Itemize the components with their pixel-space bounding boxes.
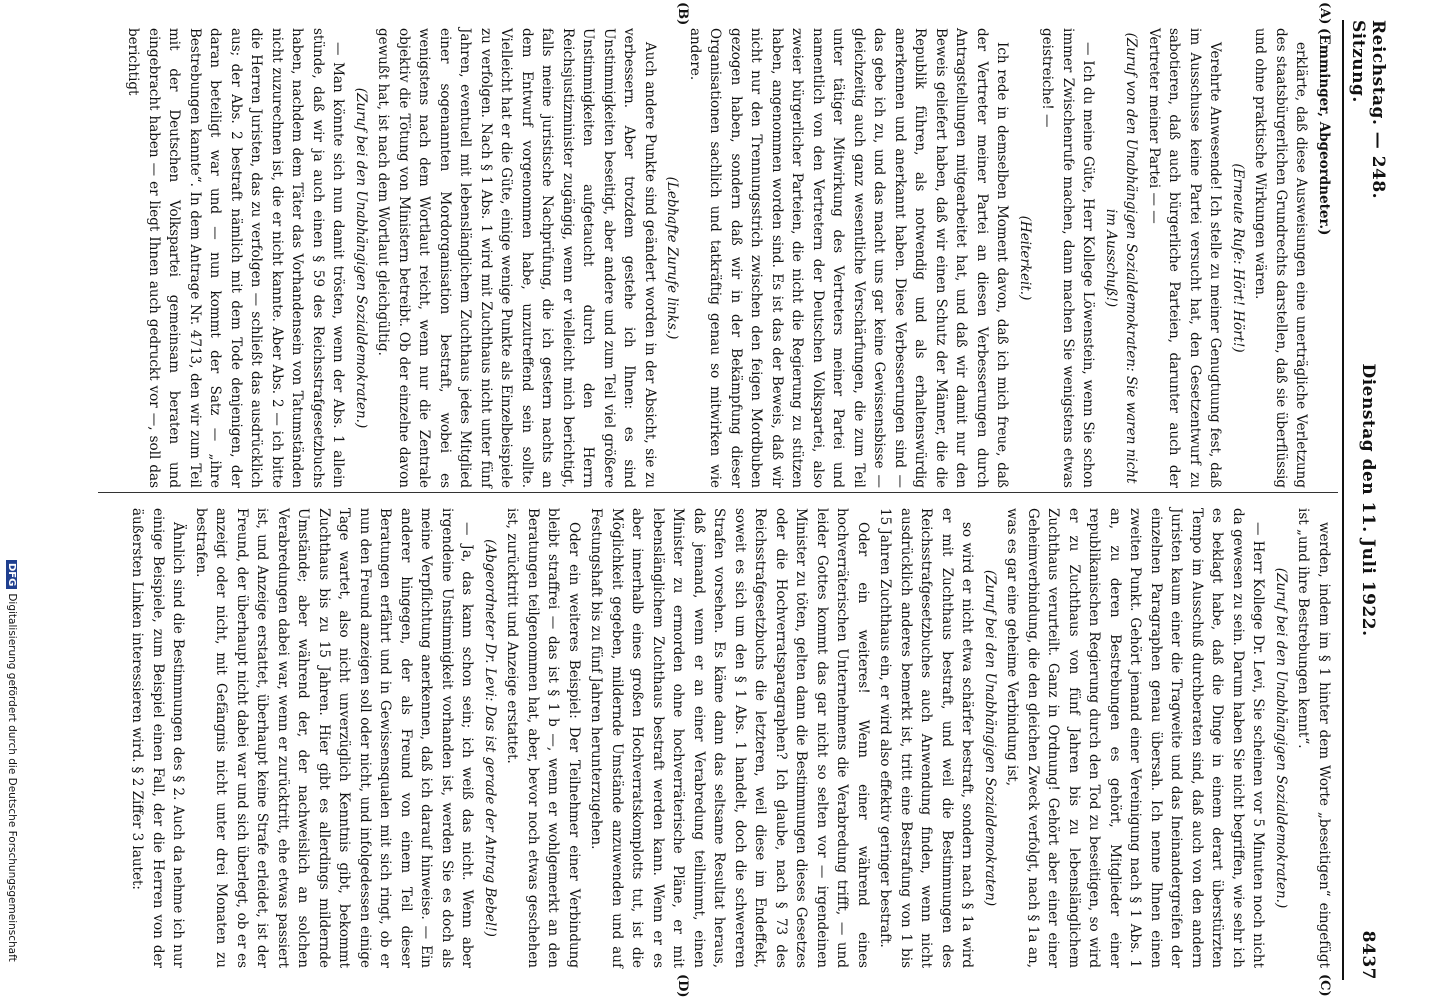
- paragraph: werden, indem im § 1 hinter dem Worte „beseitigen“ eingefügt ist „und ihre Bestrebungen kennt“.: [1295, 508, 1332, 968]
- paragraph: — Ich du meine Güte, Herr Kollege Löwenstein, wenn Sie schon immer Zwischenrufe machen, dann machen Sie wenigstens etwas geistreiche! —: [1039, 28, 1097, 488]
- margin-mark-d: (D): [675, 974, 690, 998]
- funding-note: Digitalisierung gefördert durch die Deutsche Forschungsgemeinschaft: [6, 593, 18, 962]
- paragraph: — Ja, das kann schon sein; ich weiß das nicht. Wenn aber irgendeine Unstimmigkeit vorhanden ist, werden Sie es doch als meine Verpflichtung anerkennen, daß ich darauf hinweise. — Ein anderer hingegen, der als Freund von einem Teil dieser Beratungen erfährt und in Gewissensqualen mit sich ringt, ob er nun den Freund anzeigen soll oder nicht, und infolgedessen einige Tage wartet, also nicht unverzüglich Kenntnis gibt, bekommt Zuchthaus bis zu 15 Jahren. Hier gibt es allerdings mildernde Umstände; aber während der, der nachweislich an solchen Verabredungen dabei war, wenn er zurücktritt, ehe etwas passiert ist, und Anzeige erstattet, überhaupt keine Strafe erleidet, ist der Freund, der überhaupt nicht dabei war und sich überlegt, ob er es anzeigt oder nicht, mit Gefängnis nicht unter drei Monaten zu bestrafen.: [193, 508, 476, 968]
- margin-mark-a: (A): [1317, 2, 1332, 25]
- column-left: [121, 28, 1334, 488]
- page-number: 8437: [1358, 930, 1378, 980]
- interjection: (Zuruf bei den Unabhängigen Sozialdemokraten): [982, 569, 998, 907]
- column-right: [125, 508, 1334, 968]
- margin-mark-c: (C): [1317, 974, 1332, 997]
- interjection: (Erneute Rufe: Hört! Hört!): [1230, 163, 1246, 353]
- interjection: (Abgeordneter Dr. Levi: Das ist gerade der Antrag Bebel!): [482, 539, 498, 937]
- header-left: Reichstag. — 248. Sitzung.: [1348, 20, 1388, 200]
- paragraph: Oder ein weiteres! Wenn einer während eines hochverräterischen Unternehmens die Verabredung trifft, — und leider Gottes kommt das gar nicht so selten vor — irgendeinen Minister zu töten, gelten dann die Bestimmungen dieses Gesetzes oder die Hochverratsparagraphen? Ich glaube, nach § 73 des Reichsstrafgesetzbuchs die letzteren, weil diese im Endeffekt, soweit es sich um den § 1 Abs. 1 handelt, doch die schwereren Strafen vorsehen. Es käme dann das seltsame Resultat heraus, daß jemand, wenn er an einer Verabredung teilnimmt, einen Minister zu ermorden ohne hochverräterische Pläne, er mit lebenslänglichem Zuchthaus bestraft werden kann. Wenn er es aber innerhalb eines großen Hochverratskomplotts tut, ist die Möglichkeit gegeben, mildernde Umstände anzuwenden und auf Festungshaft bis zu fünf Jahren herunterzugehen.: [588, 508, 871, 968]
- paragraph: so wird er nicht etwa schärfer bestraft, sondern nach § 1a wird er mit Zuchthaus bestraft, und weil die Bestimmungen des Reichsstrafgesetzbuches auch Anwendung finden, wenn nicht ausdrücklich anderes bemerkt ist, tritt eine Bestrafung von 1 bis 15 Jahren Zuchthaus ein, er wird also effektiv geringer bestraft.: [877, 508, 976, 968]
- paragraph: — Man könnte sich nun damit trösten, wenn der Abs. 1 allein stünde, daß wir ja auch einen § 59 des Reichsstrafgesetzbuchs haben, nachdem dem Täter das Vorhandensein von Tatumständen nicht zuzurechnen ist, die er nicht kannte. Aber Abs. 2 — ich bitte die Herren Juristen, das zu verfolgen — schließt das ausdrücklich aus; der Abs. 2 bestraft nämlich mit dem Tode denjenigen, der daran beteiligt war und — nun kommt der Satz — „ihre Bestrebungen kannte“. In dem Antrage Nr. 4713, den wir zum Teil mit der Deutschen Volkspartei gemeinsam beraten und eingebracht haben — er liegt Ihnen auch gedruckt vor —, soll das berichtigt: [125, 28, 347, 488]
- paragraph: Oder ein weiteres Beispiel: Der Teilnehmer einer Verbindung bleibt straffrei — das ist § 1 b —, wenn er wohlgemerkt an den Beratungen teilgenommen hat, aber, bevor noch etwas geschehen ist, zurücktritt und Anzeige erstattet.: [504, 508, 582, 968]
- funding-footer: [4, 560, 20, 990]
- interjection: (Zuruf von den Unabhängigen Sozialdemokraten: Sie waren nicht im Ausschuß!): [1103, 32, 1140, 484]
- paragraph: — Herr Kollege Dr. Levi, Sie scheinen vor 5 Minuten noch nicht da gewesen zu sein. Darum haben Sie nicht begriffen, wie sehr ich es beklagt habe, daß die Dinge in einem derart überstürzten Tempo im Ausschuß durchberaten sind, daß auch von den andern Juristen kaum einer die Tragweite und das Ineinandergreifen der einzelnen Paragraphen genau übersah. Ich nenne Ihnen einen zweiten Punkt. Gehört jemand einer Vereinigung nach § 1 Abs. 1 an, zu deren Bestrebungen es gehört, Mitglieder einer republikanischen Regierung durch den Tod zu beseitigen, so wird er zu Zuchthaus von fünf Jahren bis zu lebenslänglichem Zuchthaus verurteilt. Ganz in Ordnung! Gehört aber einer einer Geheimverbindung, die den gleichen Zweck verfolgt, nach § 1a an, was es gar eine geheime Verbindung ist,: [1004, 508, 1267, 968]
- footer-text-wrapper: [6, 560, 18, 962]
- paragraph: Auch andere Punkte sind geändert worden in der Absicht, sie zu verbessern. Aber trotzdem gestehe ich Ihnen: es sind Unstimmigkeiten beseitigt, aber andere und zum Teil viel größere Unstimmigkeiten aufgetaucht durch den Herrn Reichsjustizminister zugängig, wenn er vielleicht mich berichtigt, falls meine juristische Nachprüfung, die ich gestern nachts an dem Entwurf vorgenommen habe, unzutreffend sein sollte. Vielleicht hat er die Güte, einige wenige Punkte als Einzelbeispiele zu verfolgen. Nach § 1 Abs. 1 wird mit Zuchthaus nicht unter fünf Jahren, eventuell mit lebenslänglichem Zuchthaus jedes Mitglied einer sogenannten Mordorganisation bestraft, wobei es wenigstens nach dem Wortlaut reicht, wenn nur die Zentrale objektiv die Tötung von Ministern betreibt. Ob der einzelne davon gewußt hat, ist nach dem Wortlaut gleichgültig.: [375, 28, 658, 488]
- header-rule: [1342, 20, 1344, 980]
- paragraph: Ich rede in demselben Moment davon, daß ich mich freue, daß der Vertreter meiner Partei an diesen Verbesserungen durch Antragstellungen mitgearbeitet hat, und daß wir damit nur den Beweis geliefert haben, daß wir einen Schutz der Männer, die die Republik führen, als notwendig und als erhaltenswürdig anerkennen und anerkannt haben. Diese Verbesserungen sind — das gebe ich zu, und das macht uns gar keine Gewissensbisse — gleichzeitig auch ganz wesentliche Verschärfungen, die zum Teil unter tätiger Mitwirkung des Vertreters meiner Partei und namentlich von den Vertretern der Deutschen Volkspartei, also zweier bürgerlicher Parteien, die nicht die Regierung zu stützen haben, angenommen worden sind. Es ist das der Beweis, daß wir nicht nur den Trennungsstrich zwischen den feigen Mordbuben gezogen haben, sondern daß wir in der Bekämpfung dieser Organisationen sachlich und tatkräftig genau so mitwirken wie andere.: [687, 28, 1011, 488]
- dfg-logo: DFG: [6, 560, 17, 589]
- interjection: (Heiterkeit.): [1017, 215, 1033, 301]
- column-rule: [98, 492, 1338, 493]
- rotated-page-content: [50, 0, 1390, 1000]
- paragraph: (Emminger, Abgeordneter.): [1316, 28, 1332, 236]
- page-header: [1346, 20, 1390, 980]
- margin-mark-b: (B): [675, 2, 690, 26]
- paragraph: Ähnlich sind die Bestimmungen des § 2. Auch da nehme ich nur einige Beispiele, zum Beispiel einen Fall, der die Herren von der äußersten Linken interessieren wird. § 2 Ziffer 3 lautet:: [129, 508, 187, 968]
- interjection: (Lebhafte Zurufe links.): [664, 176, 681, 340]
- header-date: Dienstag den 11. Juli 1922.: [1358, 363, 1378, 637]
- interjection: (Zuruf bei den Unabhängigen Sozialdemokraten.): [1273, 567, 1289, 909]
- paragraph: erklärte, daß diese Ausweisungen eine unerträgliche Verletzung des staatsbürgerlichen Grundrechts darstellen, daß sie überflüssig und ohne praktische Wirkungen wären.: [1252, 28, 1310, 488]
- interjection: (Zuruf bei den Unabhängigen Sozialdemokraten.): [353, 87, 369, 429]
- paragraph: Verehrte Anwesende! Ich stelle zu meiner Genugtuung fest, daß im Ausschusse keine Partei versucht hat, den Gesetzentwurf zu sabotieren, daß auch bürgerliche Parteien, darunter auch der Vertreter meiner Partei — —: [1146, 28, 1224, 488]
